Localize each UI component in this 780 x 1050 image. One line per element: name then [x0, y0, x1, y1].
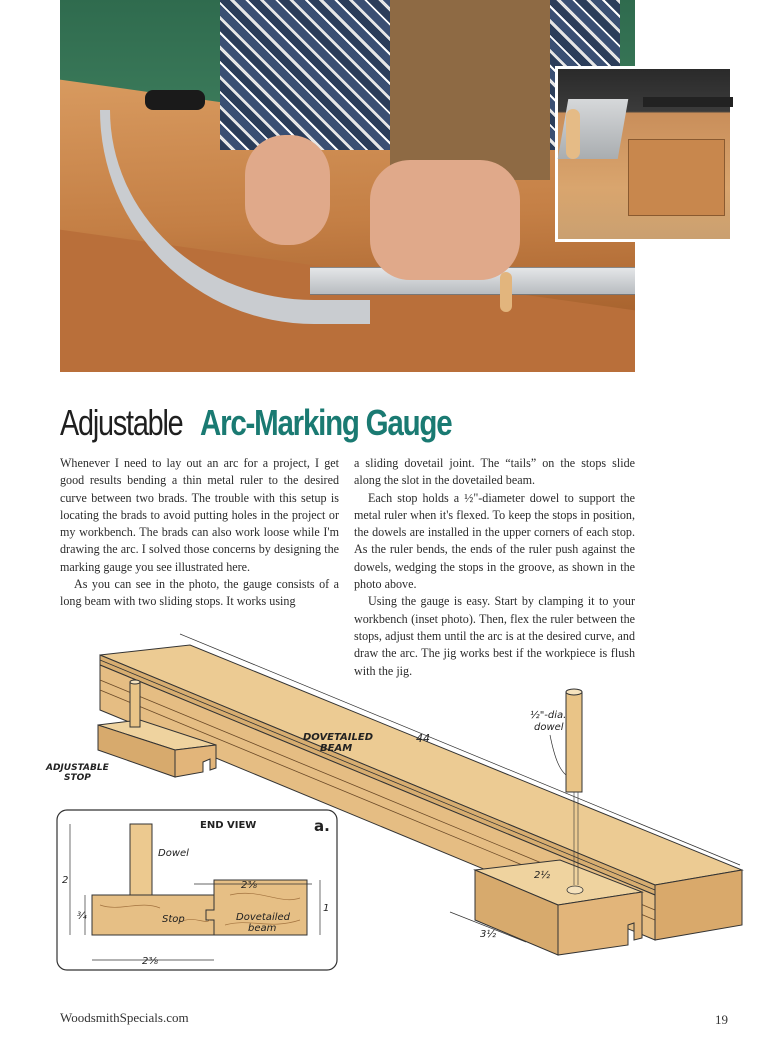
end-view-beam-2: beam — [248, 923, 277, 934]
left-hand — [245, 135, 330, 245]
page-number: 19 — [715, 1012, 728, 1027]
stop-depth-dim: 3½ — [480, 929, 497, 940]
title-light: Adjustable — [60, 402, 183, 443]
inset-stop-block — [628, 139, 725, 216]
paragraph-1: Whenever I need to lay out an arc for a project, I get good results bending a thin metal ruler to the desired curve between two brads. The trouble with this setup is locating the brads to avoid putting holes in the project or my workbench. The brads can also work loose while I'm drawing the arc. I solved those concerns by designing the marking gauge you see illustrated here. — [60, 456, 339, 574]
inset-dowel — [566, 109, 580, 159]
stop-width-dim: 2½ — [534, 870, 551, 881]
dowel-dim-label-1: ½"-dia. — [530, 710, 567, 721]
end-view-stop-width: 2⅜ — [142, 956, 159, 967]
inset-photo — [555, 66, 733, 242]
title-bold: Arc-Marking Gauge — [199, 402, 452, 443]
adjustable-stop-label-1: ADJUSTABLE — [46, 763, 109, 773]
footer-site: WoodsmithSpecials.com — [60, 1010, 189, 1025]
main-photo — [60, 0, 635, 372]
paragraph-2-start: As you can see in the photo, the gauge consists of a long beam with two sliding stops. It works using — [60, 577, 339, 609]
paragraph-2-end: a sliding dovetail joint. The “tails” on the stops slide along the slot in the dovetailed beam. — [354, 456, 635, 488]
article-title — [60, 398, 506, 448]
gauge-diagram — [30, 620, 760, 980]
end-view-dowel: Dowel — [158, 848, 189, 859]
end-view — [57, 810, 337, 970]
end-view-beam-1: Dovetailed — [236, 912, 290, 923]
end-view-tag: a. — [314, 817, 330, 835]
adjustable-stop-label-2: STOP — [64, 773, 91, 783]
end-view-stop: Stop — [162, 914, 185, 925]
apron — [390, 0, 550, 180]
clamp — [145, 90, 205, 110]
end-view-height-total: 2 — [62, 875, 69, 886]
text-column-1 — [60, 455, 339, 611]
beam-label-1: DOVETAILED — [303, 732, 374, 743]
end-view-title: END VIEW — [200, 820, 257, 831]
paragraph-4: Using the gauge is easy. Start by clamping it to your workbench (inset photo). Then, flex the ruler between the stops, adjust them until the arc is at the desired curve, and draw the arc. The jig works best if the workpiece is flush with the jig. — [354, 594, 635, 678]
paragraph-3: Each stop holds a ½"-diameter dowel to support the metal ruler when it's flexed. To keep the stops in position, the dowels are installed in the upper corners of each stop. As the ruler bends, the ends of the ruler push against the dowels, wedging the stops in the groove, as shown in the photo above. — [354, 490, 635, 592]
length-dim-label: 44 — [416, 732, 430, 745]
beam-label-2: BEAM — [320, 743, 353, 754]
end-view-beam-width: 2⅜ — [241, 880, 258, 891]
dowel-dim-label-2: dowel — [534, 722, 564, 733]
inset-clamp — [643, 97, 733, 107]
end-view-height-stop: ¾ — [77, 911, 87, 922]
photo-dowel — [500, 272, 512, 312]
end-view-beam-height: 1 — [323, 903, 330, 914]
right-hand — [370, 160, 520, 280]
